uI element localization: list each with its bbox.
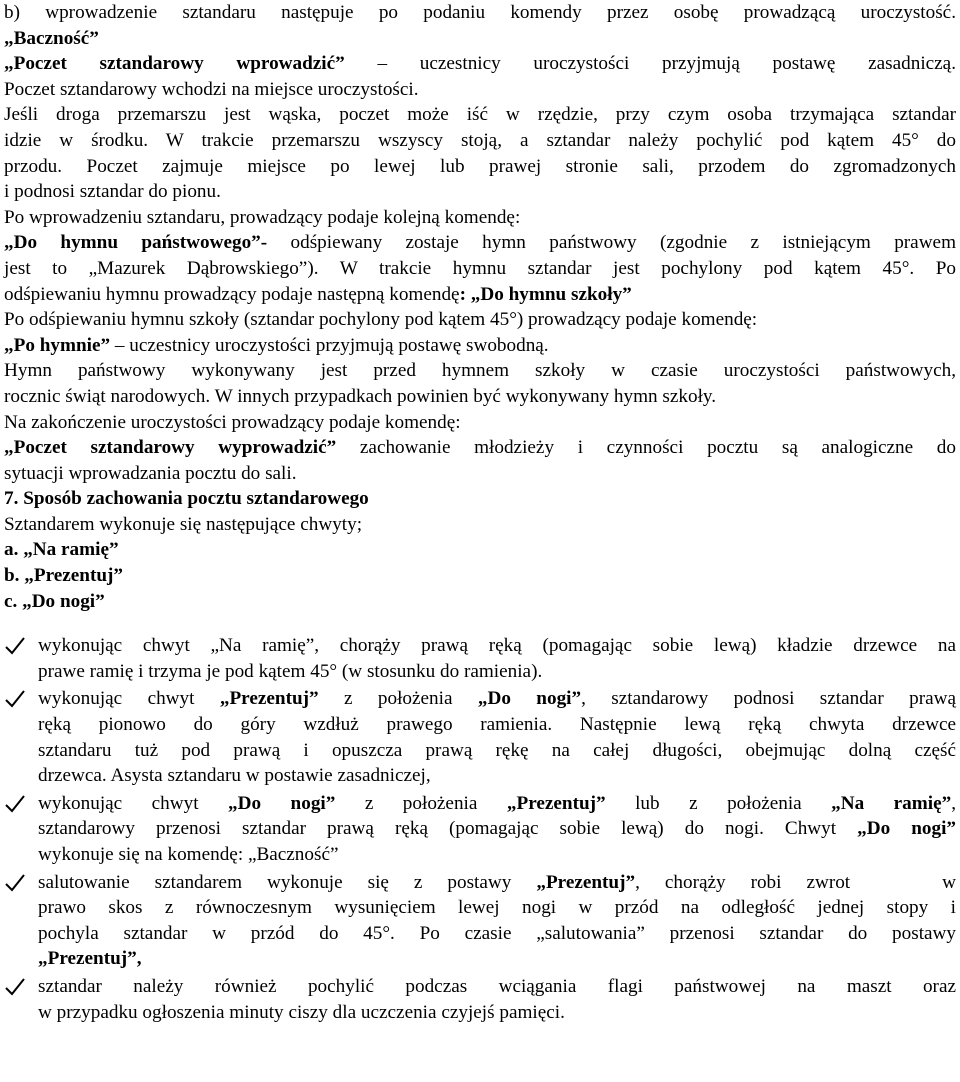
list-item-text [32,633,956,684]
paragraph-line [4,179,956,205]
grip-item [4,537,956,563]
text: Jeśli droga przemarszu jest wąska, poczet może iść w rzędzie, przy czym osoba trzymająca sztandar [4,104,956,126]
list-item [4,974,956,1025]
command-text: „Po hymnie” [4,334,111,356]
text: – uczestnicy uroczystości przyjmują postawę zasadniczą. [344,53,956,75]
section-heading [4,486,956,512]
paragraph-line [4,333,956,359]
paragraph-line [4,51,956,77]
checkmark-icon [4,974,32,997]
list-item-text [32,974,956,1025]
text-row [38,686,956,712]
grip-label: b. „Prezentuj” [4,565,124,587]
command-text: „Baczność” [4,27,99,49]
list-item [4,633,956,684]
text: Hymn państwowy wykonywany jest przed hymnem szkoły w czasie uroczystości państwowych, [4,360,956,382]
paragraph-line [4,102,956,128]
text: salutowanie sztandarem wykonuje się z postawy [38,871,537,893]
text: odśpiewaniu hymnu prowadzący podaje następną komendę [4,283,460,305]
checkmark-icon [4,870,32,893]
grip-item [4,563,956,589]
text: pochyla sztandar w przód do 45°. Po czasie „salutowania” przenosi sztandar do postawy [38,922,956,944]
text: wykonując chwyt [38,688,220,710]
checkmark-icon [4,791,32,814]
text: sytuacji wprowadzania pocztu do sali. [4,462,297,484]
text: w [942,871,956,893]
text: b) wprowadzenie sztandaru następuje po podaniu komendy przez osobę prowadzącą uroczystość. [4,2,956,23]
list-item-text [32,686,956,788]
text: i podnosi sztandar do pionu. [4,181,221,203]
text: wykonując chwyt [38,792,229,814]
paragraph-line [4,0,956,26]
command-text: „Do nogi” [857,818,957,840]
text: z położenia [335,792,507,814]
paragraph-line [4,307,956,333]
text: Po odśpiewaniu hymnu szkoły (sztandar pochylony pod kątem 45°) prowadzący podaje komendę: [4,309,758,331]
command-text: „Poczet sztandarowy wyprowadzić” [4,437,337,459]
text-row [38,946,956,972]
paragraph-line [4,461,956,487]
text-row [38,816,956,842]
command-line [4,26,956,52]
list-item-text [32,870,956,972]
list-item-text [32,791,956,868]
text: sztandar należy również pochylić podczas wciągania flagi państwowej na maszt oraz [38,975,956,997]
text: Poczet sztandarowy wchodzi na miejsce uroczystości. [4,78,419,100]
paragraph-line [4,77,956,103]
list-item [4,870,956,972]
paragraph-line [4,512,956,538]
paragraph-line [4,282,956,308]
text: odśpiewany zostaje hymn państwowy (zgodnie z istniejącym prawem [267,232,956,254]
text: wykonuje się na komendę: „Baczność” [38,844,339,865]
grip-item [4,589,956,615]
command-text: „Do hymnu państwowego”- [4,232,268,254]
text: rocznic świąt narodowych. W innych przypadkach powinien być wykonywany hymn szkoły. [4,385,717,407]
text: prawo skos z równoczesnym wysunięciem lewej nogi w przód na odległość jednej stopy i [38,897,956,919]
text: w przypadku ogłoszenia minuty ciszy dla uczczenia czyjejś pamięci. [38,1001,565,1023]
text-row [38,870,956,896]
list-item [4,686,956,788]
paragraph-line [4,410,956,436]
heading-text: 7. Sposób zachowania pocztu sztandarowego [4,488,369,510]
text: jest to „Mazurek Dąbrowskiego”). W trakcie hymnu sztandar jest pochylony pod kątem 45°. Po [4,257,956,279]
paragraph-line [4,435,956,461]
command-text: „Poczet sztandarowy wprowadzić” [4,53,345,75]
paragraph-line [4,154,956,180]
command-text: „Prezentuj” [219,688,319,710]
text: lub z położenia [605,792,832,814]
text-row [38,791,956,817]
paragraph-line [4,256,956,282]
text: sztandaru tuż pod prawą i opuszcza prawą rękę na całej długości, obejmując dolną część [38,739,956,761]
text: , sztandarowy podnosi sztandar prawą [581,688,956,710]
command-text: „Prezentuj” [506,792,606,814]
text: Sztandarem wykonuje się następujące chwyty; [4,513,363,535]
command-text: „Prezentuj”, [38,948,142,970]
command-text: „Prezentuj” [536,871,636,893]
text: drzewca. Asysta sztandaru w postawie zasadniczej, [38,765,431,787]
grip-label: a. „Na ramię” [4,539,119,561]
text: zachowanie młodzieży i czynności pocztu są analogiczne do [336,437,956,459]
checkmark-icon [4,686,32,709]
paragraph-line [4,358,956,384]
text: prawe ramię i trzyma je pod kątem 45° (w stosunku do ramienia). [38,660,543,682]
text: sztandarowy przenosi sztandar prawą ręką (pomagając sobie lewą) do nogi. Chwyt [38,818,858,840]
text: wykonując chwyt „Na ramię”, chorąży prawą ręką (pomagając sobie lewą) kładzie drzewce na [38,635,956,657]
list-item [4,791,956,868]
text: idzie w środku. W trakcie przemarszu wszyscy stoją, a sztandar należy pochylić pod kątem 45° do [4,129,956,151]
text: , [951,792,956,814]
checklist [4,633,956,1025]
command-text: „Do nogi” [228,792,336,814]
command-text: „Na ramię” [831,792,952,814]
grip-label: c. „Do nogi” [4,590,105,612]
text: Na zakończenie uroczystości prowadzący podaje komendę: [4,411,461,433]
command-text: „Do nogi” [477,688,582,710]
text: Po wprowadzeniu sztandaru, prowadzący podaje kolejną komendę: [4,206,521,228]
checkmark-icon [4,633,32,656]
text: – uczestnicy uroczystości przyjmują postawę swobodną. [110,334,549,356]
text: przodu. Poczet zajmuje miejsce po lewej lub prawej stronie sali, przodem do zgromadzonych [4,155,956,177]
paragraph-line [4,384,956,410]
paragraph-line [4,128,956,154]
text: z położenia [318,688,478,710]
command-text: : „Do hymnu szkoły” [459,283,632,305]
text: , chorąży robi zwrot [635,871,851,893]
paragraph-line [4,230,956,256]
paragraph-line [4,205,956,231]
text: ręką pionowo do góry wzdłuż prawego ramienia. Następnie lewą ręką chwyta drzewce [38,714,956,736]
